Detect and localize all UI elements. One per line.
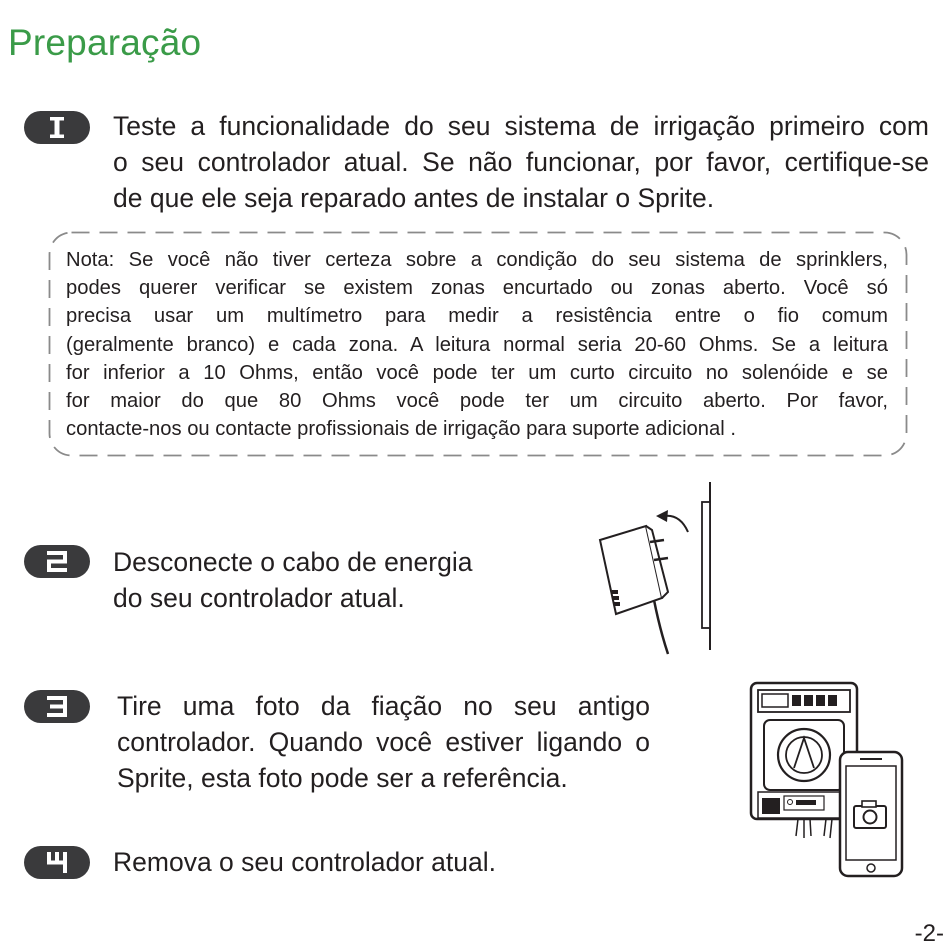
step-2-line-1: Desconecte o cabo de energia	[113, 547, 473, 577]
step-1-line-1: Teste a funcionalidade do seu sistema de irrigação primeiro com	[113, 111, 929, 141]
page-number: -2-	[914, 920, 944, 947]
step-3-line-1: Tire uma foto da fiação no seu antigo	[117, 691, 650, 721]
step-4-text	[113, 844, 613, 880]
step-1-text	[113, 108, 929, 216]
step-3-numeral	[24, 690, 90, 723]
note-line-3: precisa usar um multímetro para medir a resistência entre o fio comum	[66, 305, 888, 328]
step-4-numeral	[24, 846, 90, 879]
note-line-7: contacte-nos ou contacte profissionais de irrigação para suporte adicional .	[66, 418, 736, 441]
controller-and-phone-camera-icon	[748, 680, 908, 880]
step-3-text	[117, 688, 650, 796]
step-1-line-3: de que ele seja reparado antes de instalar o Sprite.	[113, 183, 715, 213]
step-3-line-2: controlador. Quando você estiver ligando o	[117, 727, 650, 757]
note-line-1: Nota: Se você não tiver certeza sobre a condição do seu sistema de sprinklers,	[66, 249, 888, 271]
step-4-line-1: Remova o seu controlador atual.	[113, 847, 496, 877]
note-line-4: (geralmente branco) e cada zona. A leitura normal seria 20-60 Ohms. Se a leitura	[66, 333, 888, 356]
note-line-5: for inferior a 10 Ohms, então você pode ter um curto circuito no solenóide e se	[66, 361, 888, 384]
step-2-line-2: do seu controlador atual.	[113, 583, 405, 613]
note-line-6: for maior do que 80 Ohms você pode ter um circuito aberto. Por favor,	[66, 390, 888, 413]
page-title: Preparação	[8, 22, 202, 63]
step-4-badge	[24, 846, 90, 879]
step-2-numeral	[24, 545, 90, 578]
note-line-2: podes querer verificar se existem zonas encurtado ou zonas aberto. Você só	[66, 277, 888, 300]
step-3-badge	[24, 690, 90, 723]
power-adapter-unplug-icon	[592, 480, 724, 660]
step-2-text	[113, 544, 533, 616]
step-3-line-3: Sprite, esta foto pode ser a referência.	[117, 763, 568, 793]
step-1-line-2: o seu controlador atual. Se não funcionar, por favor, certifique-se	[113, 147, 929, 177]
step-2-badge	[24, 545, 90, 578]
note-text	[66, 246, 888, 443]
step-1-numeral	[24, 111, 90, 144]
step-1-badge	[24, 111, 90, 144]
